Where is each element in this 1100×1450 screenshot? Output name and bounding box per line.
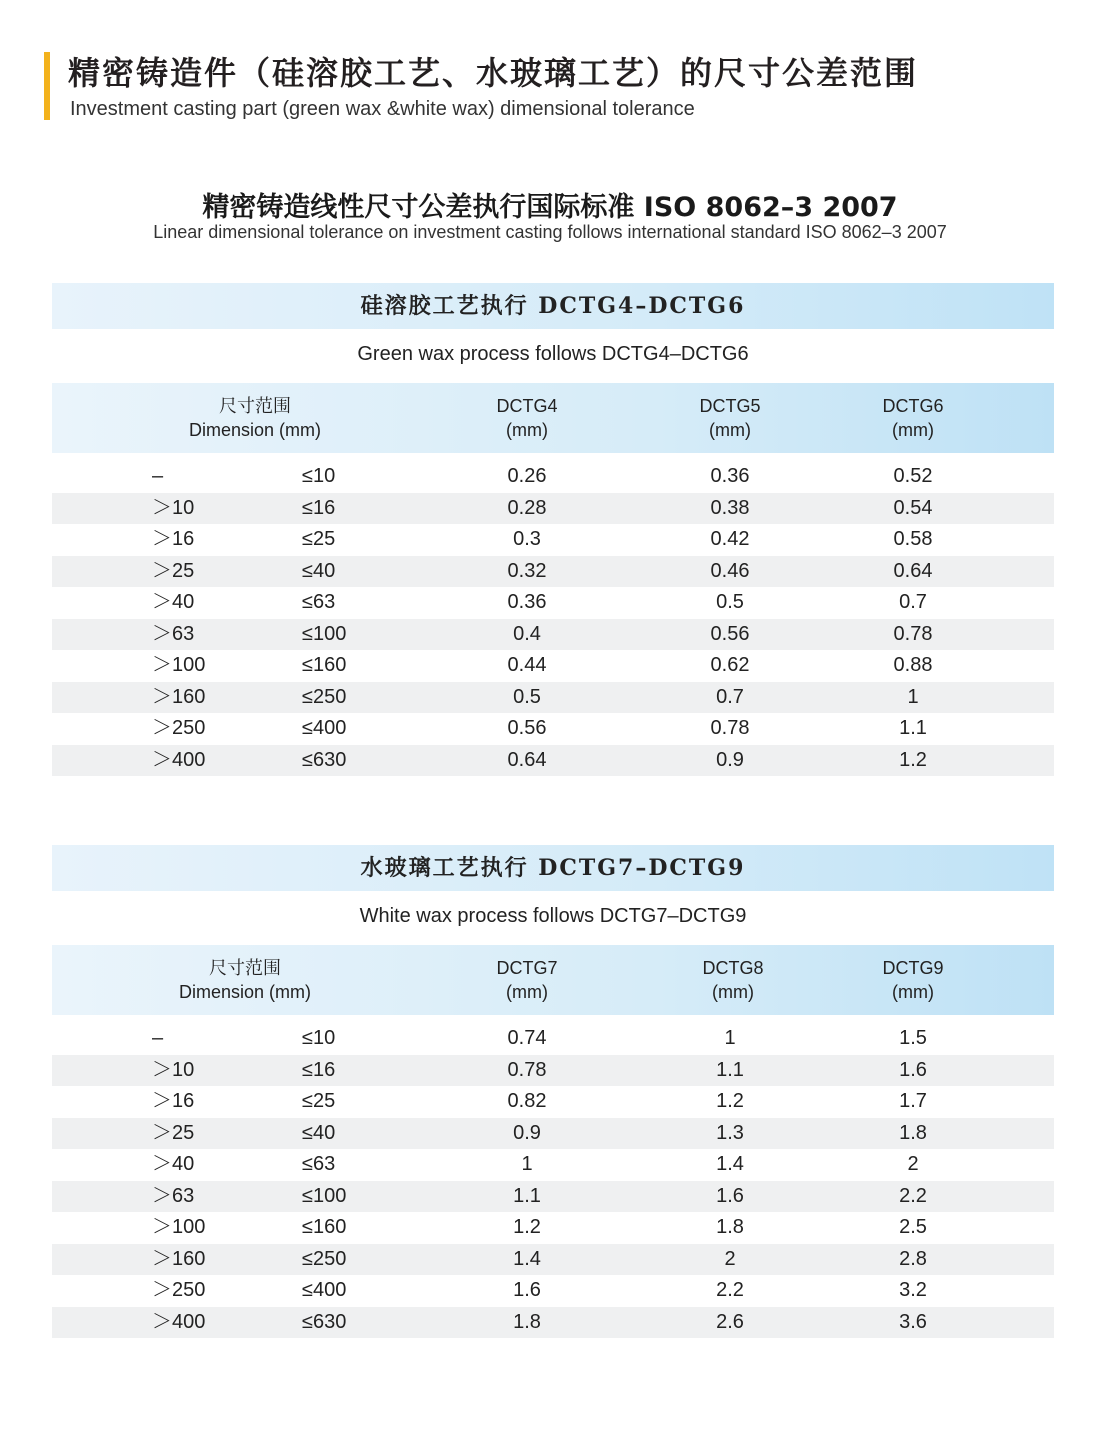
page-subtitle: Investment casting part (green wax &white wax) dimensional tolerance (70, 98, 695, 120)
range-high: ≤63 (302, 1153, 336, 1175)
range-low: ＞40 (152, 1153, 195, 1175)
dctg4-value: 0.28 (507, 496, 547, 519)
range-low: ＞16 (152, 1090, 195, 1112)
dctg8-value: 1.6 (716, 1184, 744, 1207)
range-high: ≤16 (302, 496, 336, 519)
dctg5-value: 0.9 (716, 748, 744, 771)
range-high: ≤100 (302, 622, 347, 645)
dctg7-value: 1.2 (513, 1216, 541, 1238)
dctg6-value: 1 (907, 685, 919, 708)
dctg8-label: DCTG8 (702, 958, 764, 978)
dctg8-value: 1.1 (716, 1058, 744, 1081)
range-high: ≤16 (302, 1058, 336, 1081)
dctg6-header (843, 394, 983, 442)
dctg8-unit: (mm) (712, 982, 754, 1002)
range-low: ＞10 (152, 496, 195, 519)
range-high: ≤160 (302, 1216, 347, 1238)
dctg4-value: 0.56 (507, 717, 547, 739)
table-row (52, 587, 1054, 619)
dimension-header-en: Dimension (mm) (178, 982, 311, 1002)
range-low: ＞100 (152, 1216, 206, 1238)
dctg4-value: 0.64 (507, 748, 547, 771)
page-title: 精密铸造件（硅溶胶工艺、水玻璃工艺）的尺寸公差范围 (68, 54, 919, 92)
dctg9-value: 1.8 (899, 1121, 927, 1144)
dctg7-value: 1.8 (513, 1310, 541, 1333)
dctg9-label: DCTG9 (882, 958, 944, 978)
table-row (52, 1275, 1054, 1307)
dctg7-value: 1.6 (513, 1279, 541, 1301)
dimension-header-cn: 尺寸范围 (219, 396, 291, 416)
dctg8-value: 1.3 (716, 1121, 744, 1144)
table-row (52, 1086, 1054, 1118)
range-low: ＞250 (152, 717, 206, 739)
table-row (52, 1181, 1054, 1213)
standard-subtitle: Linear dimensional tolerance on investment casting follows international standard ISO 8062–3 2007 (153, 222, 947, 242)
range-low: ＞63 (152, 1184, 195, 1207)
dctg8-value: 1.8 (716, 1216, 744, 1238)
dctg6-unit: (mm) (892, 420, 934, 440)
dctg5-value: 0.42 (710, 528, 750, 550)
range-low: ＞40 (152, 591, 195, 613)
dctg7-value: 0.9 (513, 1121, 541, 1144)
dctg7-label: DCTG7 (496, 958, 558, 978)
range-low: ＞100 (152, 654, 206, 676)
dctg4-value: 0.4 (513, 622, 541, 645)
table-row (52, 713, 1054, 745)
dctg5-label: DCTG5 (699, 396, 761, 416)
table-row (52, 650, 1054, 682)
dimension-header-cn: 尺寸范围 (209, 958, 281, 978)
dctg9-header (843, 956, 983, 1004)
green-wax-band-title: 硅溶胶工艺执行 DCTG4–DCTG6 (52, 283, 1054, 329)
dctg6-value: 0.78 (893, 622, 933, 645)
dimension-header (130, 394, 380, 442)
dctg4-value: 0.36 (507, 591, 547, 613)
dctg6-value: 0.54 (893, 496, 933, 519)
range-high: ≤630 (302, 1310, 347, 1333)
dctg9-value: 2.8 (899, 1247, 927, 1270)
dctg5-value: 0.36 (710, 465, 750, 487)
range-high: ≤250 (302, 685, 347, 708)
table-row (52, 1055, 1054, 1087)
dctg6-value: 0.7 (899, 591, 927, 613)
range-high: ≤250 (302, 1247, 347, 1270)
green-wax-subtitle: Green wax process follows DCTG4–DCTG6 (357, 343, 749, 365)
range-low: ＞160 (152, 1247, 206, 1270)
dctg5-value: 0.56 (710, 622, 750, 645)
table-row (52, 1149, 1054, 1181)
dctg7-unit: (mm) (506, 982, 548, 1002)
dctg8-value: 1.2 (716, 1090, 744, 1112)
white-wax-table-body (52, 1023, 1054, 1338)
dctg7-value: 1.1 (513, 1184, 541, 1207)
range-high: ≤40 (302, 559, 336, 582)
range-low: ＞16 (152, 528, 195, 550)
dctg9-value: 1.5 (899, 1027, 927, 1049)
table-row (52, 1244, 1054, 1276)
dctg4-value: 0.5 (513, 685, 541, 708)
range-low: ＞250 (152, 1279, 206, 1301)
table-row (52, 461, 1054, 493)
dctg5-unit: (mm) (709, 420, 751, 440)
white-wax-section (52, 845, 1054, 1338)
dctg7-value: 1 (521, 1153, 533, 1175)
standard-title: 精密铸造线性尺寸公差执行国际标准 ISO 8062–3 2007 (202, 192, 898, 223)
dimension-header-en: Dimension (mm) (188, 420, 321, 440)
dctg5-value: 0.62 (710, 654, 750, 676)
range-high: ≤400 (302, 717, 347, 739)
dimension-header (120, 956, 370, 1004)
dctg9-value: 2.2 (899, 1184, 927, 1207)
range-low: ＞400 (152, 748, 206, 771)
dctg5-value: 0.7 (716, 685, 744, 708)
dctg9-value: 3.6 (899, 1310, 927, 1333)
dctg4-value: 0.26 (507, 465, 547, 487)
dctg7-value: 0.74 (507, 1027, 547, 1049)
dctg4-unit: (mm) (506, 420, 548, 440)
range-high: ≤63 (302, 591, 336, 613)
dctg4-value: 0.3 (513, 528, 541, 550)
table-row (52, 619, 1054, 651)
range-high: ≤10 (302, 465, 336, 487)
table-row (52, 1212, 1054, 1244)
white-wax-subtitle: White wax process follows DCTG7–DCTG9 (359, 905, 747, 927)
range-low: ＞400 (152, 1310, 206, 1333)
range-high: ≤25 (302, 528, 336, 550)
green-wax-section (52, 283, 1054, 776)
range-high: ≤25 (302, 1090, 336, 1112)
dctg9-value: 1.7 (899, 1090, 927, 1112)
dctg9-value: 2.5 (899, 1216, 927, 1238)
white-wax-table-header (52, 945, 1054, 1015)
dctg9-unit: (mm) (892, 982, 934, 1002)
dctg6-value: 1.1 (899, 717, 927, 739)
range-high: ≤160 (302, 654, 347, 676)
dctg4-value: 0.44 (507, 654, 547, 676)
dctg8-value: 1.4 (716, 1153, 744, 1175)
range-low: ＞160 (152, 685, 206, 708)
dctg6-value: 0.58 (893, 528, 933, 550)
dctg9-value: 1.6 (899, 1058, 927, 1081)
dctg9-value: 3.2 (899, 1279, 927, 1301)
table-row (52, 1023, 1054, 1055)
dctg6-value: 0.64 (893, 559, 933, 582)
green-wax-table-header (52, 383, 1054, 453)
range-low: ＞25 (152, 1121, 195, 1144)
white-wax-band-title: 水玻璃工艺执行 DCTG7–DCTG9 (52, 845, 1054, 891)
dctg5-value: 0.46 (710, 559, 750, 582)
page-header (44, 48, 1044, 120)
table-row (52, 493, 1054, 525)
range-high: ≤400 (302, 1279, 347, 1301)
dctg4-header (457, 394, 597, 442)
dctg6-label: DCTG6 (882, 396, 944, 416)
table-row (52, 1118, 1054, 1150)
dctg5-value: 0.38 (710, 496, 750, 519)
range-high: ≤100 (302, 1184, 347, 1207)
dctg6-value: 0.52 (893, 465, 933, 487)
dctg8-value: 2 (724, 1247, 736, 1270)
dctg7-value: 1.4 (513, 1247, 541, 1270)
range-low: – (152, 1027, 164, 1049)
dctg5-value: 0.5 (716, 591, 744, 613)
dctg7-value: 0.78 (507, 1058, 547, 1081)
range-high: ≤40 (302, 1121, 336, 1144)
green-wax-table-body (52, 461, 1054, 776)
table-row (52, 524, 1054, 556)
range-low: ＞63 (152, 622, 195, 645)
range-low: ＞25 (152, 559, 195, 582)
range-low: ＞10 (152, 1058, 195, 1081)
table-row (52, 1307, 1054, 1339)
dctg6-value: 0.88 (893, 654, 933, 676)
dctg7-value: 0.82 (507, 1090, 547, 1112)
dctg5-value: 0.78 (710, 717, 750, 739)
dctg8-value: 2.6 (716, 1310, 744, 1333)
dctg4-label: DCTG4 (496, 396, 558, 416)
table-row (52, 682, 1054, 714)
table-row (52, 745, 1054, 777)
dctg8-value: 2.2 (716, 1279, 744, 1301)
accent-bar (44, 52, 50, 120)
dctg6-value: 1.2 (899, 748, 927, 771)
range-high: ≤630 (302, 748, 347, 771)
dctg8-header (663, 956, 803, 1004)
dctg5-header (660, 394, 800, 442)
dctg7-header (457, 956, 597, 1004)
dctg4-value: 0.32 (507, 559, 547, 582)
dctg8-value: 1 (724, 1027, 736, 1049)
range-low: – (152, 465, 164, 487)
range-high: ≤10 (302, 1027, 336, 1049)
dctg9-value: 2 (907, 1153, 919, 1175)
table-row (52, 556, 1054, 588)
